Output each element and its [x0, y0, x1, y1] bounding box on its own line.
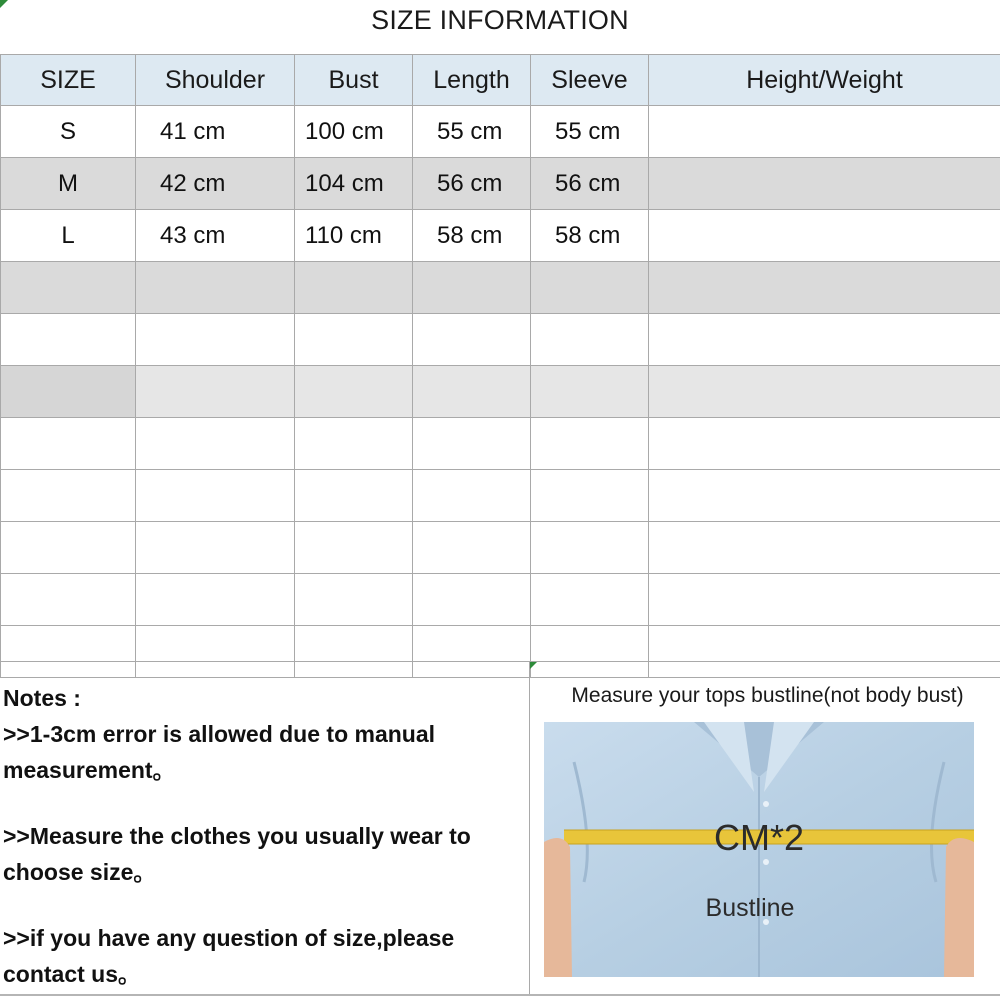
sleeve-value: 58 cm	[531, 210, 649, 262]
corner-mark	[530, 662, 537, 669]
shoulder-value: 41 cm	[136, 106, 295, 158]
shirt-measurement-image	[544, 722, 974, 977]
notes-heading: Notes :	[3, 680, 523, 716]
measure-caption: Measure your tops bustline(not body bust)	[540, 684, 995, 708]
bottom-border	[0, 994, 1000, 996]
length-value: 56 cm	[413, 158, 531, 210]
table-row	[1, 158, 1000, 210]
header-length: Length	[413, 55, 531, 106]
section-divider	[529, 662, 530, 994]
note-item: >>1-3cm error is allowed due to manual measurement。	[3, 716, 523, 788]
table-row-empty	[1, 262, 1000, 314]
header-shoulder: Shoulder	[136, 55, 295, 106]
shoulder-value: 43 cm	[136, 210, 295, 262]
notes-panel	[3, 680, 523, 992]
bustline-label: Bustline	[544, 894, 956, 923]
size-label: M	[1, 158, 136, 210]
bust-value: 110 cm	[295, 210, 413, 262]
height-weight-value	[649, 158, 1000, 210]
table-row-empty	[1, 522, 1000, 574]
header-height-weight: Height/Weight	[649, 55, 1000, 106]
table-row-empty	[1, 314, 1000, 366]
height-weight-value	[649, 210, 1000, 262]
shoulder-value: 42 cm	[136, 158, 295, 210]
size-label: S	[1, 106, 136, 158]
table-row-empty	[1, 366, 1000, 418]
length-value: 55 cm	[413, 106, 531, 158]
table-row-empty	[1, 470, 1000, 522]
header-bust: Bust	[295, 55, 413, 106]
bust-value: 100 cm	[295, 106, 413, 158]
size-table	[0, 54, 1000, 678]
table-row-empty	[1, 574, 1000, 626]
note-item: >>Measure the clothes you usually wear to choose size。	[3, 818, 523, 890]
length-value: 58 cm	[413, 210, 531, 262]
table-row	[1, 210, 1000, 262]
bottom-section	[0, 661, 1000, 1001]
size-label: L	[1, 210, 136, 262]
page-title: SIZE INFORMATION	[0, 0, 1000, 54]
table-row-empty	[1, 418, 1000, 470]
cm-label: CM*2	[544, 817, 974, 859]
note-item: >>if you have any question of size,please contact us。	[3, 920, 523, 992]
bust-value: 104 cm	[295, 158, 413, 210]
height-weight-value	[649, 106, 1000, 158]
header-sleeve: Sleeve	[531, 55, 649, 106]
table-row	[1, 106, 1000, 158]
table-header-row	[1, 55, 1000, 106]
sleeve-value: 56 cm	[531, 158, 649, 210]
header-size: SIZE	[1, 55, 136, 106]
sleeve-value: 55 cm	[531, 106, 649, 158]
